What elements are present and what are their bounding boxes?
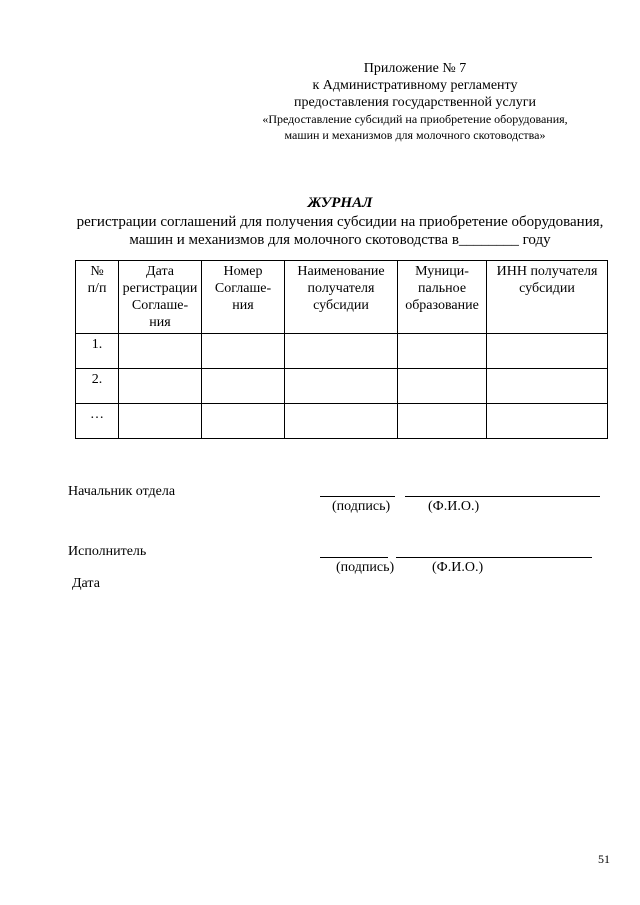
row-number: 1. bbox=[76, 334, 119, 369]
registration-table bbox=[75, 260, 608, 439]
head-fio-line bbox=[405, 496, 600, 497]
appendix-service: предоставления государственной услуги bbox=[294, 95, 536, 110]
table-row bbox=[76, 404, 608, 439]
appendix-regulation: к Административному регламенту bbox=[312, 78, 518, 93]
col-municipality-header: Муници- пальное образование bbox=[398, 261, 487, 334]
journal-subtitle-2: машин и механизмов для молочного скотоводства в________ году bbox=[129, 232, 551, 248]
row-number: … bbox=[76, 404, 119, 439]
head-of-department-label: Начальник отдела bbox=[68, 484, 176, 499]
journal-title: ЖУРНАЛ bbox=[307, 195, 373, 211]
appendix-number: Приложение № 7 bbox=[363, 61, 467, 76]
table-header-row bbox=[76, 261, 608, 334]
page-number: 51 bbox=[598, 852, 610, 866]
table-row bbox=[76, 334, 608, 369]
executor-fio-line bbox=[396, 557, 592, 558]
row-number: 2. bbox=[76, 369, 119, 404]
table-row bbox=[76, 369, 608, 404]
col-inn-header: ИНН получателя субсидии bbox=[487, 261, 608, 334]
executor-signature-line bbox=[320, 557, 388, 558]
col-date-header: Дата регистрации Соглаше- ния bbox=[119, 261, 202, 334]
executor-fio-caption: (Ф.И.О.) bbox=[432, 560, 484, 575]
head-signature-caption: (подпись) bbox=[332, 499, 391, 514]
journal-heading bbox=[40, 193, 640, 249]
date-label: Дата bbox=[72, 576, 100, 591]
appendix-service-name-1: «Предоставление субсидий на приобретение оборудования, bbox=[262, 112, 568, 126]
journal-subtitle-1: регистрации соглашений для получения субсидии на приобретение оборудования, bbox=[76, 214, 604, 230]
col-number-header: № п/п bbox=[76, 261, 119, 334]
appendix-header bbox=[235, 60, 595, 143]
appendix-service-name-2: машин и механизмов для молочного скотоводства» bbox=[284, 128, 546, 142]
col-agreement-number-header: Номер Соглаше- ния bbox=[202, 261, 285, 334]
col-recipient-name-header: Наименование получателя субсидии bbox=[285, 261, 398, 334]
head-signature-line bbox=[320, 496, 395, 497]
executor-signature-caption: (подпись) bbox=[336, 560, 395, 575]
head-fio-caption: (Ф.И.О.) bbox=[428, 499, 480, 514]
executor-label: Исполнитель bbox=[68, 544, 147, 559]
